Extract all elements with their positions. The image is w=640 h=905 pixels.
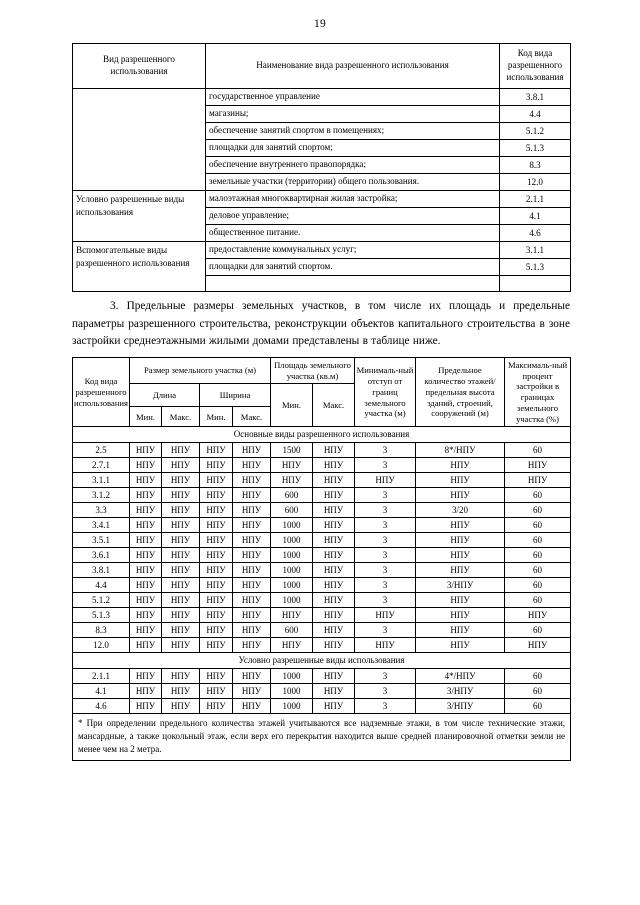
cell-area-min: 1000 <box>271 699 313 714</box>
cell-area-max: НПУ <box>313 638 355 653</box>
use-code: 4.4 <box>500 106 571 123</box>
cell-area-max: НПУ <box>313 458 355 473</box>
use-name: магазины; <box>206 106 500 123</box>
cell-len-min: НПУ <box>130 503 162 518</box>
column-header-width-max: Макс. <box>233 407 271 427</box>
cell-wid-max: НПУ <box>233 638 271 653</box>
use-group-label: Вспомогательные виды разрешенного использования <box>73 242 206 292</box>
use-name: малоэтажная многоквартирная жилая застройка; <box>206 191 500 208</box>
section-header-row <box>73 653 571 669</box>
use-code: 3.1.1 <box>500 242 571 259</box>
cell-coverage: 60 <box>505 548 571 563</box>
cell-wid-max: НПУ <box>233 473 271 488</box>
cell-floors: 4*/НПУ <box>416 669 505 684</box>
cell-coverage: 60 <box>505 518 571 533</box>
cell-len-max: НПУ <box>162 473 200 488</box>
cell-area-max: НПУ <box>313 443 355 458</box>
cell-coverage: НПУ <box>505 473 571 488</box>
footnote-row <box>73 714 571 760</box>
cell-area-min: 1000 <box>271 518 313 533</box>
cell-len-min: НПУ <box>130 638 162 653</box>
cell-area-min: 600 <box>271 503 313 518</box>
cell-area-max: НПУ <box>313 563 355 578</box>
cell-len-min: НПУ <box>130 684 162 699</box>
cell-wid-min: НПУ <box>200 488 233 503</box>
cell-wid-min: НПУ <box>200 548 233 563</box>
use-code: 8.3 <box>500 157 571 174</box>
cell-code: 2.1.1 <box>73 669 130 684</box>
column-header-size: Размер земельного участка (м) <box>130 357 271 383</box>
cell-wid-max: НПУ <box>233 699 271 714</box>
section-header-row <box>73 427 571 443</box>
cell-floors: НПУ <box>416 488 505 503</box>
table-permitted-uses <box>72 43 571 292</box>
cell-floors: НПУ <box>416 608 505 623</box>
cell-area-max: НПУ <box>313 669 355 684</box>
cell-len-min: НПУ <box>130 578 162 593</box>
cell-code: 4.6 <box>73 699 130 714</box>
cell-floors: НПУ <box>416 548 505 563</box>
cell-area-max: НПУ <box>313 608 355 623</box>
column-header-width-min: Мин. <box>200 407 233 427</box>
cell-wid-max: НПУ <box>233 578 271 593</box>
cell-wid-min: НПУ <box>200 458 233 473</box>
cell-setback: 3 <box>355 548 416 563</box>
cell-code: 2.7.1 <box>73 458 130 473</box>
cell-len-max: НПУ <box>162 533 200 548</box>
cell-area-max: НПУ <box>313 578 355 593</box>
cell-setback: НПУ <box>355 473 416 488</box>
table-row <box>73 503 571 518</box>
cell-setback: 3 <box>355 578 416 593</box>
section-title-main-uses: Основные виды разрешенного использования <box>73 427 571 443</box>
cell-floors: 8*/НПУ <box>416 443 505 458</box>
cell-len-min: НПУ <box>130 608 162 623</box>
table-row <box>73 89 571 106</box>
cell-coverage: НПУ <box>505 458 571 473</box>
cell-area-min: 1000 <box>271 563 313 578</box>
cell-code: 12.0 <box>73 638 130 653</box>
cell-code: 3.6.1 <box>73 548 130 563</box>
table-row <box>73 548 571 563</box>
cell-wid-max: НПУ <box>233 518 271 533</box>
cell-wid-min: НПУ <box>200 593 233 608</box>
use-code: 4.1 <box>500 208 571 225</box>
cell-wid-max: НПУ <box>233 443 271 458</box>
table-row <box>73 623 571 638</box>
cell-len-max: НПУ <box>162 593 200 608</box>
cell-setback: НПУ <box>355 608 416 623</box>
cell-wid-min: НПУ <box>200 473 233 488</box>
section-title-conditional-uses: Условно разрешенные виды использования <box>73 653 571 669</box>
use-name: деловое управление; <box>206 208 500 225</box>
cell-wid-max: НПУ <box>233 593 271 608</box>
column-header-use-code: Код вида разрешенного использования <box>500 44 571 89</box>
cell-area-min: НПУ <box>271 608 313 623</box>
table-row <box>73 191 571 208</box>
cell-area-max: НПУ <box>313 488 355 503</box>
cell-wid-max: НПУ <box>233 488 271 503</box>
use-name: государственное управление <box>206 89 500 106</box>
cell-len-max: НПУ <box>162 699 200 714</box>
page-number: 19 <box>313 18 327 30</box>
use-group-label <box>73 89 206 191</box>
table-row <box>73 578 571 593</box>
cell-area-max: НПУ <box>313 518 355 533</box>
cell-setback: 3 <box>355 684 416 699</box>
cell-len-max: НПУ <box>162 458 200 473</box>
cell-floors: НПУ <box>416 638 505 653</box>
cell-code: 2.5 <box>73 443 130 458</box>
table-row <box>73 533 571 548</box>
cell-floors: 3/20 <box>416 503 505 518</box>
table-row <box>73 669 571 684</box>
cell-area-max: НПУ <box>313 593 355 608</box>
cell-len-min: НПУ <box>130 623 162 638</box>
use-code-empty <box>500 276 571 292</box>
table-row <box>73 699 571 714</box>
cell-area-min: 1000 <box>271 578 313 593</box>
cell-code: 4.1 <box>73 684 130 699</box>
use-name: предоставление коммунальных услуг; <box>206 242 500 259</box>
column-header-use-type: Вид разрешенного использования <box>73 44 206 89</box>
table-row <box>73 443 571 458</box>
cell-code: 3.4.1 <box>73 518 130 533</box>
use-name-empty <box>206 276 500 292</box>
cell-code: 5.1.2 <box>73 593 130 608</box>
cell-len-min: НПУ <box>130 563 162 578</box>
table-row <box>73 518 571 533</box>
cell-setback: НПУ <box>355 638 416 653</box>
table-row <box>73 593 571 608</box>
use-name: общественное питание. <box>206 225 500 242</box>
use-name: обеспечение занятий спортом в помещениях; <box>206 123 500 140</box>
cell-coverage: 60 <box>505 563 571 578</box>
cell-len-min: НПУ <box>130 669 162 684</box>
cell-len-max: НПУ <box>162 684 200 699</box>
cell-floors: 3/НПУ <box>416 684 505 699</box>
cell-coverage: 60 <box>505 503 571 518</box>
cell-setback: 3 <box>355 669 416 684</box>
column-header-use-name: Наименование вида разрешенного использования <box>206 44 500 89</box>
cell-setback: 3 <box>355 518 416 533</box>
column-header-length-min: Мин. <box>130 407 162 427</box>
cell-area-min: НПУ <box>271 638 313 653</box>
cell-coverage: 60 <box>505 443 571 458</box>
cell-coverage: 60 <box>505 488 571 503</box>
column-header-length: Длина <box>130 384 200 407</box>
cell-wid-min: НПУ <box>200 563 233 578</box>
cell-wid-min: НПУ <box>200 623 233 638</box>
use-code: 5.1.3 <box>500 259 571 276</box>
cell-floors: 3/НПУ <box>416 699 505 714</box>
cell-len-max: НПУ <box>162 608 200 623</box>
table-row <box>73 473 571 488</box>
cell-len-max: НПУ <box>162 669 200 684</box>
cell-wid-min: НПУ <box>200 533 233 548</box>
cell-wid-min: НПУ <box>200 578 233 593</box>
cell-code: 4.4 <box>73 578 130 593</box>
cell-code: 3.3 <box>73 503 130 518</box>
cell-area-max: НПУ <box>313 548 355 563</box>
cell-len-min: НПУ <box>130 699 162 714</box>
cell-len-max: НПУ <box>162 548 200 563</box>
cell-area-min: 1000 <box>271 548 313 563</box>
cell-area-max: НПУ <box>313 473 355 488</box>
cell-setback: 3 <box>355 458 416 473</box>
cell-wid-max: НПУ <box>233 533 271 548</box>
column-header-area: Площадь земельного участка (кв.м) <box>271 357 355 383</box>
cell-coverage: 60 <box>505 593 571 608</box>
cell-coverage: 60 <box>505 699 571 714</box>
column-header-setback: Минималь-ный отступ от границ земельного участка (м) <box>355 357 416 426</box>
cell-wid-min: НПУ <box>200 608 233 623</box>
table-permitted-uses-body <box>73 89 571 292</box>
cell-len-max: НПУ <box>162 563 200 578</box>
cell-len-max: НПУ <box>162 518 200 533</box>
cell-setback: 3 <box>355 563 416 578</box>
cell-floors: НПУ <box>416 593 505 608</box>
cell-len-max: НПУ <box>162 578 200 593</box>
cell-wid-min: НПУ <box>200 503 233 518</box>
cell-len-min: НПУ <box>130 473 162 488</box>
cell-len-min: НПУ <box>130 518 162 533</box>
cell-wid-min: НПУ <box>200 699 233 714</box>
cell-len-min: НПУ <box>130 548 162 563</box>
table-row <box>73 242 571 259</box>
cell-len-min: НПУ <box>130 488 162 503</box>
paragraph-item-3: 3. Предельные размеры земельных участков, в том числе их площадь и предельные параметры разрешенного строительства, реконструкции объектов капитального строительства в зоне застройки среднеэтажными жилыми домами представлены в таблице ниже. <box>72 300 570 347</box>
cell-wid-max: НПУ <box>233 503 271 518</box>
cell-wid-max: НПУ <box>233 563 271 578</box>
use-group-label: Условно разрешенные виды использования <box>73 191 206 242</box>
cell-setback: 3 <box>355 443 416 458</box>
table-row <box>73 458 571 473</box>
cell-len-max: НПУ <box>162 488 200 503</box>
cell-area-min: 1000 <box>271 669 313 684</box>
cell-wid-max: НПУ <box>233 458 271 473</box>
cell-coverage: НПУ <box>505 608 571 623</box>
table-row <box>73 638 571 653</box>
column-header-floors: Предельное количество этажей/ предельная высота зданий, строений, сооружений (м) <box>416 357 505 426</box>
cell-floors: НПУ <box>416 473 505 488</box>
cell-area-max: НПУ <box>313 623 355 638</box>
table-row <box>73 488 571 503</box>
cell-len-min: НПУ <box>130 593 162 608</box>
cell-floors: 3/НПУ <box>416 578 505 593</box>
cell-len-max: НПУ <box>162 503 200 518</box>
cell-setback: 3 <box>355 533 416 548</box>
cell-coverage: 60 <box>505 684 571 699</box>
cell-setback: 3 <box>355 593 416 608</box>
cell-wid-min: НПУ <box>200 669 233 684</box>
use-name: площадки для занятий спортом. <box>206 259 500 276</box>
cell-wid-min: НПУ <box>200 684 233 699</box>
cell-code: 3.5.1 <box>73 533 130 548</box>
table-row <box>73 608 571 623</box>
cell-area-max: НПУ <box>313 699 355 714</box>
cell-floors: НПУ <box>416 458 505 473</box>
column-header-area-max: Макс. <box>313 384 355 427</box>
cell-floors: НПУ <box>416 563 505 578</box>
table-header-row <box>73 44 571 89</box>
table-permitted-uses-header <box>73 44 571 89</box>
page-content <box>72 43 570 761</box>
cell-code: 3.1.2 <box>73 488 130 503</box>
cell-setback: 3 <box>355 699 416 714</box>
cell-area-max: НПУ <box>313 533 355 548</box>
cell-wid-min: НПУ <box>200 518 233 533</box>
column-header-coverage: Максималь-ный процент застройки в границах земельного участка (%) <box>505 357 571 426</box>
column-header-code: Код вида разрешенного использования <box>73 357 130 426</box>
cell-area-min: 600 <box>271 488 313 503</box>
table-limit-parameters-body <box>73 427 571 760</box>
cell-code: 8.3 <box>73 623 130 638</box>
cell-setback: 3 <box>355 623 416 638</box>
use-code: 3.8.1 <box>500 89 571 106</box>
cell-len-min: НПУ <box>130 458 162 473</box>
use-name: обеспечение внутреннего правопорядка; <box>206 157 500 174</box>
cell-area-min: 1000 <box>271 684 313 699</box>
table-row <box>73 684 571 699</box>
cell-len-max: НПУ <box>162 638 200 653</box>
cell-len-min: НПУ <box>130 443 162 458</box>
cell-coverage: 60 <box>505 669 571 684</box>
cell-len-max: НПУ <box>162 623 200 638</box>
table-row <box>73 563 571 578</box>
cell-coverage: 60 <box>505 578 571 593</box>
column-header-width: Ширина <box>200 384 271 407</box>
cell-wid-max: НПУ <box>233 608 271 623</box>
cell-wid-max: НПУ <box>233 669 271 684</box>
cell-len-min: НПУ <box>130 533 162 548</box>
use-code: 5.1.3 <box>500 140 571 157</box>
cell-floors: НПУ <box>416 623 505 638</box>
cell-area-min: НПУ <box>271 473 313 488</box>
cell-len-max: НПУ <box>162 443 200 458</box>
cell-code: 5.1.3 <box>73 608 130 623</box>
cell-area-max: НПУ <box>313 684 355 699</box>
use-code: 4.6 <box>500 225 571 242</box>
column-header-length-max: Макс. <box>162 407 200 427</box>
cell-wid-max: НПУ <box>233 684 271 699</box>
cell-wid-min: НПУ <box>200 638 233 653</box>
cell-code: 3.1.1 <box>73 473 130 488</box>
table-footnote: * При определении предельного количества этажей учитываются все надземные этажи, в том числе технические этажи, мансардные, а также цокольный этаж, если верх его перекрытия находится выше средней планировочной отметки земли не менее чем на 2 метра. <box>73 714 571 760</box>
cell-coverage: 60 <box>505 533 571 548</box>
cell-floors: НПУ <box>416 533 505 548</box>
table-limit-parameters-header <box>73 357 571 426</box>
cell-wid-max: НПУ <box>233 548 271 563</box>
use-code: 12.0 <box>500 174 571 191</box>
cell-wid-min: НПУ <box>200 443 233 458</box>
table-header-row-1 <box>73 357 571 383</box>
cell-area-min: 1000 <box>271 593 313 608</box>
use-name: земельные участки (территории) общего пользования. <box>206 174 500 191</box>
cell-area-max: НПУ <box>313 503 355 518</box>
cell-setback: 3 <box>355 488 416 503</box>
cell-wid-max: НПУ <box>233 623 271 638</box>
cell-floors: НПУ <box>416 518 505 533</box>
use-name: площадки для занятий спортом; <box>206 140 500 157</box>
cell-area-min: 1500 <box>271 443 313 458</box>
cell-coverage: 60 <box>505 623 571 638</box>
use-code: 5.1.2 <box>500 123 571 140</box>
table-limit-parameters <box>72 357 571 761</box>
cell-area-min: НПУ <box>271 458 313 473</box>
cell-area-min: 600 <box>271 623 313 638</box>
cell-setback: 3 <box>355 503 416 518</box>
cell-area-min: 1000 <box>271 533 313 548</box>
cell-code: 3.8.1 <box>73 563 130 578</box>
cell-coverage: НПУ <box>505 638 571 653</box>
use-code: 2.1.1 <box>500 191 571 208</box>
column-header-area-min: Мин. <box>271 384 313 427</box>
